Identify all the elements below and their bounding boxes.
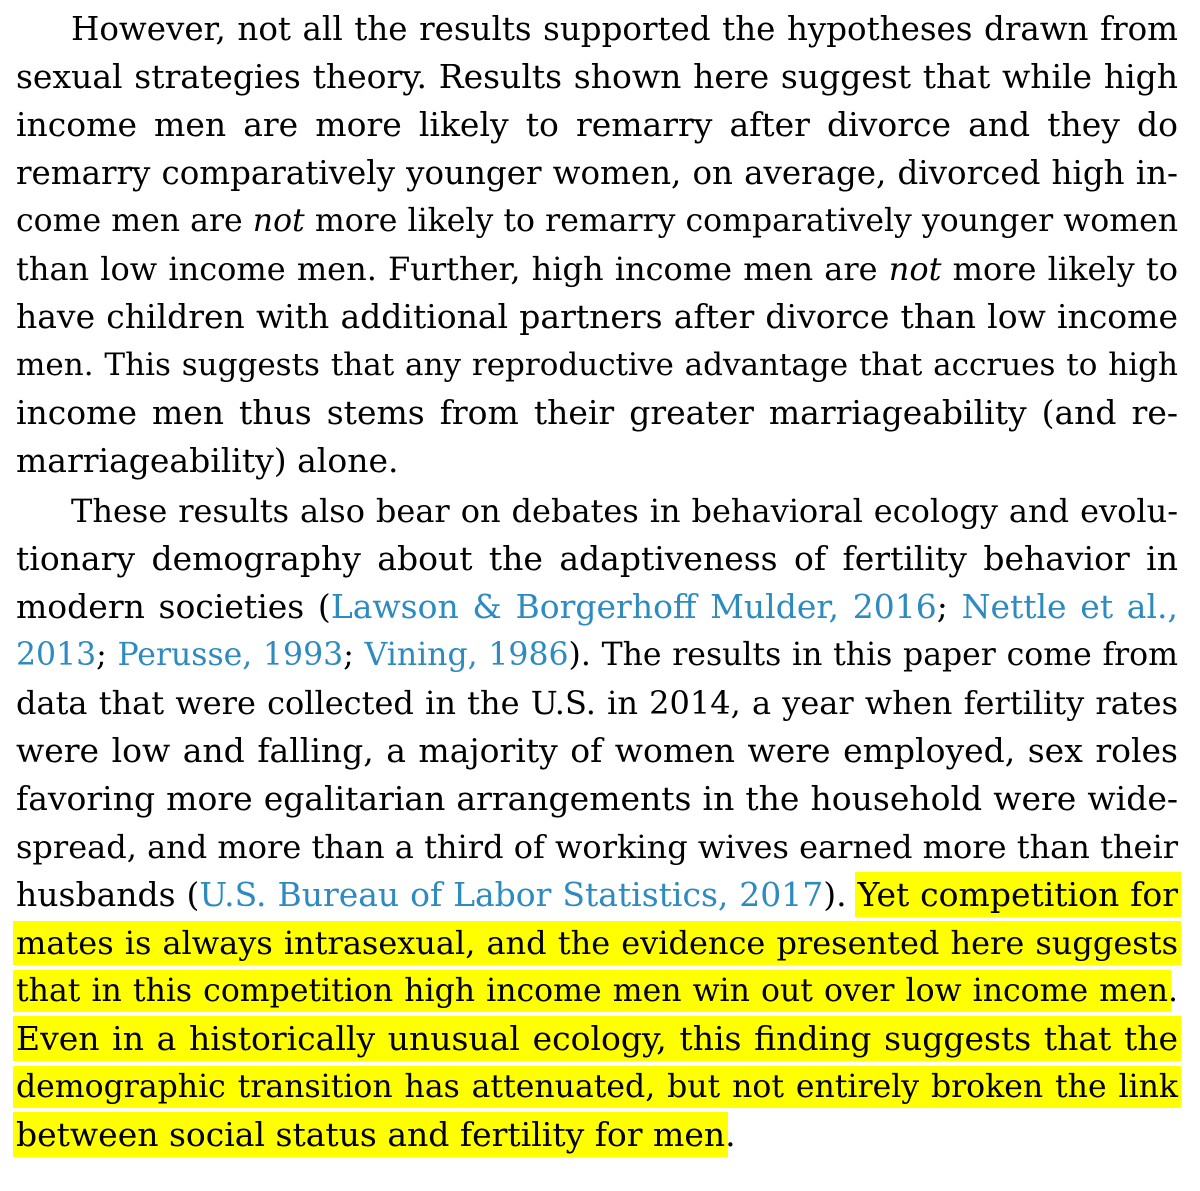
- highlighted-text: that in this competition high income men win out over low income men: [16, 973, 1168, 1009]
- p2-line-3-sep: ;: [936, 587, 962, 626]
- p2-line-6-text: were low and falling, a majority of women were employed, sex roles: [16, 731, 1178, 770]
- p1-line-8-text: men. This suggests that any reproductive advantage that accrues to high: [16, 347, 1178, 383]
- highlighted-text: Yet competition for: [857, 875, 1179, 914]
- p1-line-4-text: remarry comparatively younger women, on average, divorced high in-: [16, 154, 1178, 192]
- p2-line-8-text: spread, and more than a third of working wives earned more than their: [16, 828, 1178, 866]
- p1-line-10: [16, 437, 1178, 485]
- p1-line-6: [16, 245, 1178, 293]
- p1-line-3-text: income men are more likely to remarry after divorce and they do: [16, 105, 1178, 144]
- p2-line-2-text: tionary demography about the adaptiveness of fertility behavior in: [16, 539, 1178, 578]
- p2-line-8: [16, 823, 1178, 871]
- p1-line-10-text: marriageability) alone.: [16, 441, 399, 480]
- p2-line-4: [16, 631, 1178, 679]
- p1-line-2: [16, 53, 1178, 101]
- p1-line-8: [16, 341, 1178, 389]
- p1-line-3: [16, 101, 1178, 149]
- p1-line-7-text: have children with additional partners after divorce than low income: [16, 297, 1178, 336]
- p1-line-4: [16, 149, 1178, 197]
- p2-line-10: [16, 919, 1178, 967]
- emphasis-not: not: [252, 203, 305, 239]
- citation-link-nettle[interactable]: Nettle et al.,: [961, 587, 1179, 626]
- p1-line-5: [16, 197, 1178, 245]
- p2-line-4-sep-1: ;: [96, 637, 118, 673]
- citation-link-nettle-year[interactable]: 2013: [16, 637, 97, 673]
- p1-line-1-text: However, not all the results supported the hypotheses drawn from: [71, 10, 1178, 48]
- p2-line-1: [16, 487, 1178, 535]
- p2-line-2: [16, 535, 1178, 583]
- citation-link-vining[interactable]: Vining, 1986: [364, 637, 569, 673]
- p1-line-1: [16, 5, 1178, 53]
- p1-line-7: [16, 293, 1178, 341]
- p1-line-9: [16, 389, 1178, 437]
- p2-line-4-text: ). The results in this paper come from: [568, 637, 1178, 673]
- p2-line-11-period: .: [1167, 973, 1178, 1009]
- citation-link-lawson[interactable]: Lawson & Borgerhoff Mulder, 2016: [330, 587, 937, 626]
- citation-link-bls[interactable]: U.S. Bureau of Labor Statistics, 2017: [199, 875, 824, 914]
- highlighted-text: mates is always intrasexual, and the evidence presented here suggests: [16, 924, 1178, 962]
- p2-line-5: [16, 679, 1178, 727]
- p2-line-7-text: favoring more egalitarian arrangements in the household were wide-: [16, 779, 1178, 818]
- p1-line-9-text: income men thus stems from their greater marriageability (and re-: [16, 393, 1178, 432]
- p2-line-14: [16, 1111, 1178, 1159]
- p2-line-9-text-c: ).: [823, 875, 858, 914]
- p2-line-3: [16, 583, 1178, 631]
- p2-line-3-text-a: modern societies (: [16, 587, 331, 626]
- p1-line-5-text-c: more likely to remarry comparatively younger women: [304, 203, 1179, 239]
- p2-line-1-text: These results also bear on debates in behavioral ecology and evolu-: [71, 492, 1178, 530]
- p1-line-5-text-a: come men are: [16, 203, 253, 239]
- highlighted-text: between social status and fertility for men: [16, 1115, 726, 1154]
- highlighted-text: Even in a historically unusual ecology, this finding suggests that the: [16, 1019, 1178, 1058]
- p2-line-9-text-a: husbands (: [16, 875, 200, 914]
- p2-line-6: [16, 727, 1178, 775]
- p2-line-9: [16, 871, 1178, 919]
- p2-line-4-sep-2: ;: [343, 637, 365, 673]
- p2-line-11: [16, 967, 1178, 1015]
- highlighted-text: demographic transition has attenuated, but not entirely broken the link: [16, 1069, 1178, 1105]
- citation-link-perusse[interactable]: Perusse, 1993: [117, 637, 344, 673]
- p2-line-13: [16, 1063, 1178, 1111]
- p1-line-6-text-c: more likely to: [941, 250, 1179, 288]
- p2-line-12: [16, 1015, 1178, 1063]
- p2-line-14-period: .: [725, 1115, 736, 1154]
- p1-line-6-text-a: than low income men. Further, high income men are: [16, 250, 889, 288]
- p1-line-2-text: sexual strategies theory. Results shown here suggest that while high: [16, 57, 1178, 96]
- emphasis-not: not: [888, 250, 942, 288]
- p2-line-5-text: data that were collected in the U.S. in 2014, a year when fertility rates: [16, 684, 1178, 722]
- p2-line-7: [16, 775, 1178, 823]
